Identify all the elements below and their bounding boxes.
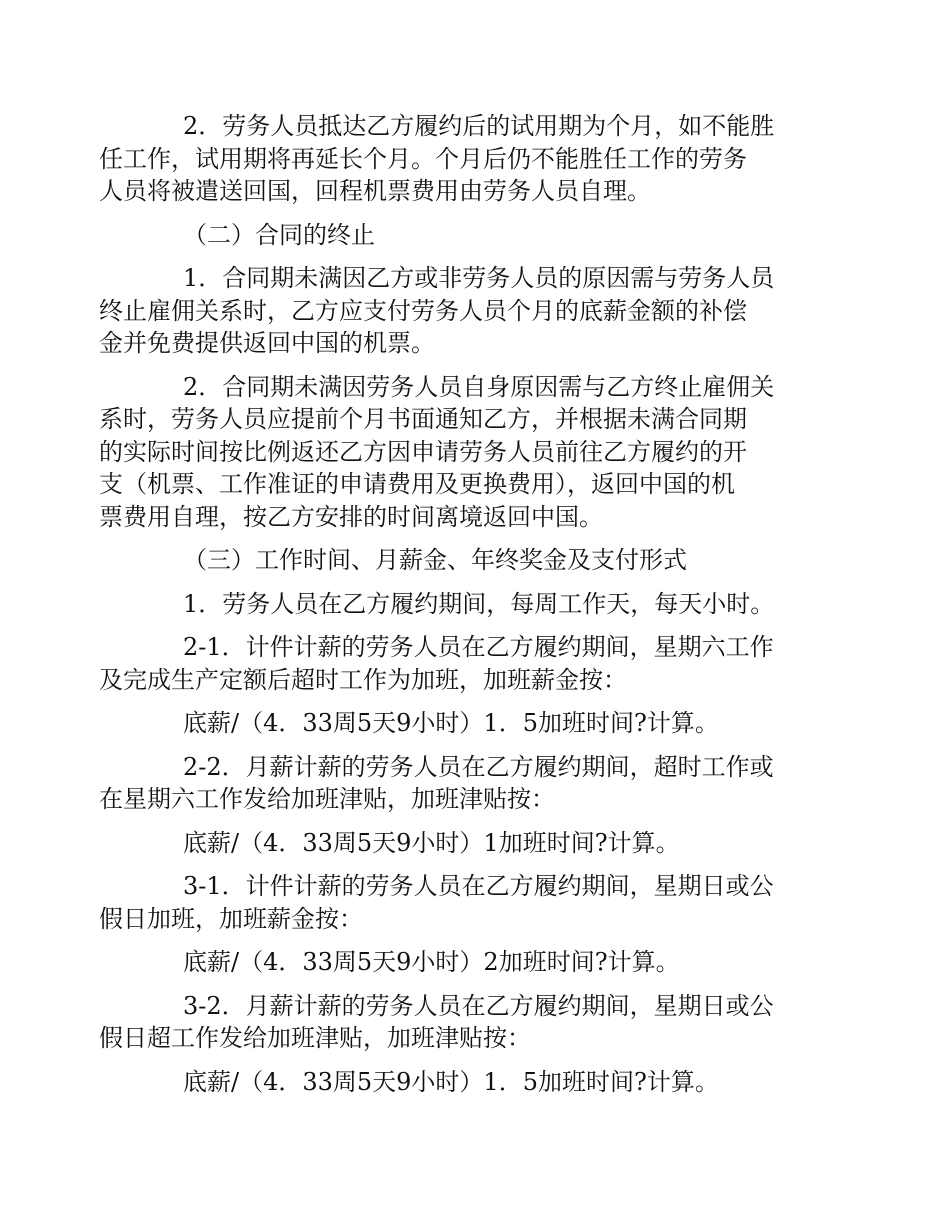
text-line: 系时，劳务人员应提前个月书面通知乙方，并根据未满合同期 (99, 405, 747, 433)
text-line: 2．劳务人员抵达乙方履约后的试用期为个月，如不能胜 (183, 112, 775, 140)
text-line: 人员将被遣送回国，回程机票费用由劳务人员自理。 (99, 177, 651, 205)
text-line: 及完成生产定额后超时工作为加班，加班薪金按： (99, 665, 627, 694)
text-line: 支（机票、工作准证的申请费用及更换费用），返回中国的机 (99, 470, 735, 498)
para-termination-by-worker (99, 371, 813, 534)
text-line: 底薪/（4．33周5天9小时）1加班时间?计算。 (183, 828, 680, 857)
document-page (99, 110, 813, 1109)
text-line: 底薪/（4．33周5天9小时）1．5加班时间?计算。 (183, 1067, 719, 1096)
text-line: 票费用自理，按乙方安排的时间离境返回中国。 (99, 502, 603, 531)
heading-contract-termination (141, 219, 813, 252)
formula-piecework-overtime (141, 707, 813, 740)
para-monthly-holiday (99, 990, 813, 1055)
text-line: 底薪/（4．33周5天9小时）1．5加班时间?计算。 (183, 709, 719, 737)
text-line: 1．劳务人员在乙方履约期间，每周工作天，每天小时。 (183, 589, 775, 618)
text-line: 任工作，试用期将再延长个月。个月后仍不能胜任工作的劳务 (99, 144, 747, 173)
para-monthly-overtime (99, 751, 813, 816)
text-line: （三）工作时间、月薪金、年终奖金及支付形式 (183, 546, 687, 574)
text-line: 在星期六工作发给加班津贴，加班津贴按： (99, 785, 555, 813)
text-line: 2-1．计件计薪的劳务人员在乙方履约期间，星期六工作 (183, 633, 774, 661)
formula-piecework-holiday (141, 946, 813, 979)
text-line: 2．合同期未满因劳务人员自身原因需与乙方终止雇佣关 (183, 372, 775, 401)
para-termination-by-party-b (99, 262, 813, 360)
formula-monthly-overtime (141, 827, 813, 860)
para-work-hours (141, 588, 813, 621)
text-line: 2-2．月薪计薪的劳务人员在乙方履约期间，超时工作或 (183, 752, 774, 781)
para-piecework-holiday (99, 870, 813, 935)
text-line: 3-2．月薪计薪的劳务人员在乙方履约期间，星期日或公 (183, 991, 774, 1020)
formula-monthly-holiday (141, 1066, 813, 1099)
text-line: 终止雇佣关系时，乙方应支付劳务人员个月的底薪金额的补偿 (99, 296, 747, 325)
text-line: 1．合同期未满因乙方或非劳务人员的原因需与劳务人员 (183, 264, 775, 292)
text-line: 的实际时间按比例返还乙方因申请劳务人员前往乙方履约的开 (99, 437, 747, 466)
heading-work-hours-salary (141, 544, 813, 577)
text-line: （二）合同的终止 (183, 220, 375, 249)
para-trial-period (99, 110, 813, 208)
text-line: 假日超工作发给加班津贴，加班津贴按： (99, 1024, 531, 1052)
text-line: 3-1．计件计薪的劳务人员在乙方履约期间，星期日或公 (183, 872, 774, 900)
text-line: 底薪/（4．33周5天9小时）2加班时间?计算。 (183, 948, 680, 976)
text-line: 假日加班，加班薪金按： (99, 904, 363, 933)
para-piecework-overtime (99, 631, 813, 696)
text-line: 金并免费提供返回中国的机票。 (99, 329, 435, 357)
